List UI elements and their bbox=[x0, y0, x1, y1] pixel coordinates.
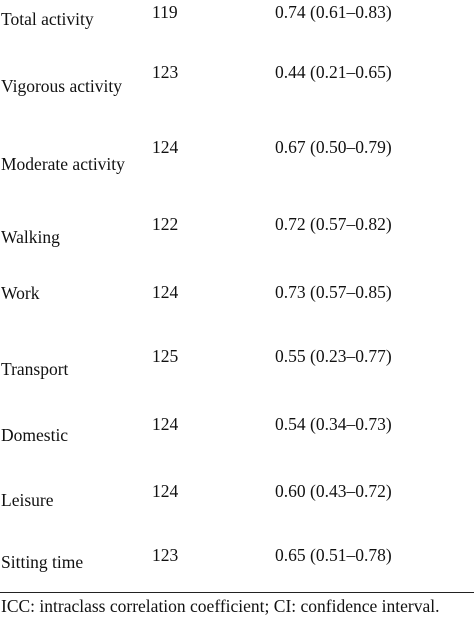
sample-size: 123 bbox=[152, 62, 179, 82]
activity-label: Moderate activity bbox=[1, 154, 125, 174]
table-row bbox=[0, 62, 474, 112]
icc-value: 0.54 (0.34–0.73) bbox=[275, 414, 392, 434]
activity-label: Walking bbox=[1, 227, 60, 247]
table-row bbox=[0, 346, 474, 396]
table-bottom-rule bbox=[0, 592, 474, 593]
activity-label: Vigorous activity bbox=[1, 76, 122, 96]
icc-value: 0.44 (0.21–0.65) bbox=[275, 62, 392, 82]
icc-value: 0.72 (0.57–0.82) bbox=[275, 214, 392, 234]
sample-size: 124 bbox=[152, 481, 179, 501]
table-row bbox=[0, 281, 474, 331]
activity-label: Transport bbox=[1, 359, 69, 379]
icc-value: 0.65 (0.51–0.78) bbox=[275, 545, 392, 565]
activity-label: Leisure bbox=[1, 490, 54, 510]
sample-size: 125 bbox=[152, 346, 179, 366]
table-row bbox=[0, 137, 474, 187]
sample-size: 124 bbox=[152, 282, 179, 302]
activity-label: Domestic bbox=[1, 425, 69, 445]
icc-value: 0.67 (0.50–0.79) bbox=[275, 137, 392, 157]
table-row bbox=[0, 543, 474, 593]
sample-size: 123 bbox=[152, 545, 179, 565]
sample-size: 122 bbox=[152, 214, 179, 234]
table-row bbox=[0, 214, 474, 264]
icc-value: 0.60 (0.43–0.72) bbox=[275, 481, 392, 501]
table-footnote: ICC: intraclass correlation coefficient; CI: confidence interval. bbox=[1, 596, 440, 616]
icc-value: 0.55 (0.23–0.77) bbox=[275, 346, 392, 366]
table-row bbox=[0, 414, 474, 464]
table-row bbox=[0, 481, 474, 531]
activity-label: Work bbox=[1, 283, 40, 303]
sample-size: 124 bbox=[152, 137, 179, 157]
activity-label: Total activity bbox=[1, 9, 94, 29]
activity-label: Sitting time bbox=[1, 552, 84, 572]
sample-size: 124 bbox=[152, 414, 179, 434]
sample-size: 119 bbox=[152, 2, 178, 22]
icc-value: 0.73 (0.57–0.85) bbox=[275, 282, 392, 302]
icc-value: 0.74 (0.61–0.83) bbox=[275, 2, 392, 22]
table-row bbox=[0, 0, 474, 50]
